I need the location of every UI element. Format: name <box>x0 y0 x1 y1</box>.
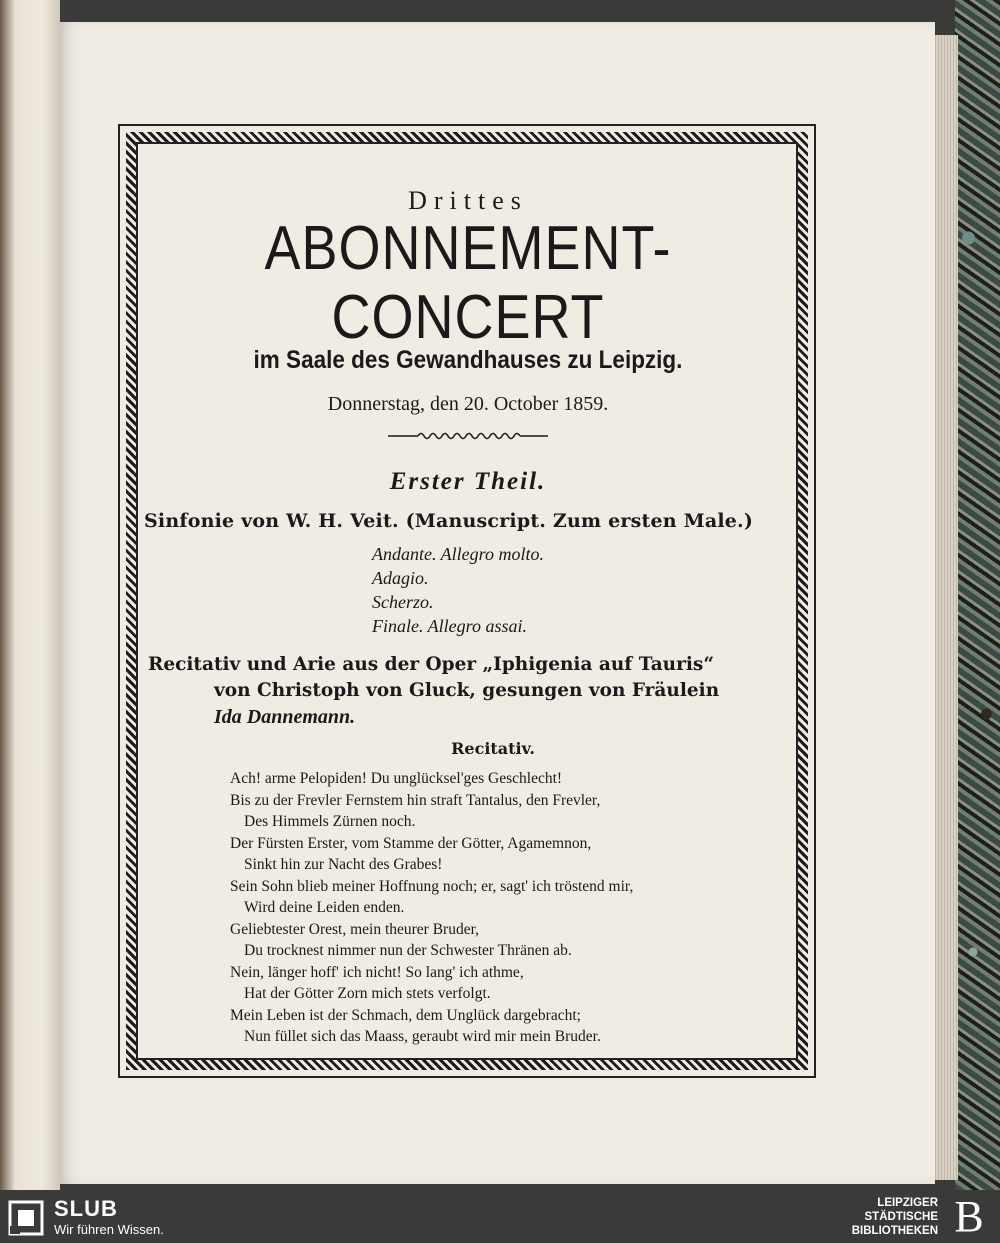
library-logo-icon[interactable]: B <box>954 1192 984 1241</box>
slub-tagline: Wir führen Wissen. <box>54 1222 164 1237</box>
part-title: Erster Theil. <box>389 468 547 495</box>
recitativ-heading <box>148 652 788 731</box>
library-name-line1: LEIPZIGER <box>877 1197 938 1209</box>
verse-line: Wird deine Leiden enden. <box>244 899 405 916</box>
movement-item: Adagio. <box>372 568 429 588</box>
verse-line: Der Fürsten Erster, vom Stamme der Götter, Agamemnon, <box>230 834 592 852</box>
page-title: ABONNEMENT-CONCERT <box>264 214 672 352</box>
library-name[interactable] <box>852 1196 938 1238</box>
verse-line: Sinkt hin zur Nacht des Grabes! <box>244 856 443 873</box>
verse-line: Bis zu der Frevler Fernstem hin straft Tantalus, den Frevler, <box>230 791 601 809</box>
verse-line: Hat der Götter Zorn mich stets verfolgt. <box>244 985 491 1002</box>
recitativ-label: Recitativ. <box>451 739 535 758</box>
slub-logo-icon[interactable] <box>6 1198 46 1238</box>
sinfonie-line: Sinfonie von W. H. Veit. (Manuscript. Zum ersten Male.) <box>144 510 754 532</box>
movement-list <box>372 542 788 638</box>
heading-small: Drittes <box>408 186 528 215</box>
verse-line: Geliebtester Orest, mein theurer Bruder, <box>230 920 480 938</box>
movement-item: Scherzo. <box>372 592 434 612</box>
book-left-page <box>0 0 60 1190</box>
library-name-line2: STÄDTISCHE <box>864 1211 938 1223</box>
verse-line: Nein, länger hoff' ich nicht! So lang' ich athme, <box>230 963 524 981</box>
verse-line: Mein Leben ist der Schmach, dem Unglück dargebracht; <box>230 1006 581 1024</box>
recitativ-heading-composer: von Christoph von Gluck, gesungen von Fräulein <box>214 680 720 701</box>
verse-line: Du trocknest nimmer nun der Schwester Thränen ab. <box>244 942 572 959</box>
program-content <box>144 180 788 1048</box>
marbled-cover-edge <box>955 0 1000 1190</box>
movement-item: Finale. Allegro assai. <box>372 616 527 636</box>
concert-date: Donnerstag, den 20. October 1859. <box>327 393 609 415</box>
venue-line: im Saale des Gewandhauses zu Leipzig. <box>253 346 683 374</box>
singer-name: Ida Dannemann. <box>214 706 356 728</box>
ornament-divider-icon <box>388 430 548 442</box>
footer-bar <box>0 1190 1000 1243</box>
slub-name[interactable]: SLUB <box>54 1196 118 1221</box>
library-name-line3: BIBLIOTHEKEN <box>851 1225 938 1237</box>
verse-line: Ach! arme Pelopiden! Du unglücksel'ges Geschlecht! <box>230 770 563 787</box>
verse-line: Nun füllet sich das Maass, geraubt wird mir mein Bruder. <box>244 1028 601 1045</box>
movement-item: Andante. Allegro molto. <box>372 544 544 564</box>
verse-line: Sein Sohn blieb meiner Hoffnung noch; er, sagt' ich tröstend mir, <box>230 877 634 895</box>
verse-list <box>230 768 788 1048</box>
recitativ-heading-line2 <box>148 678 788 731</box>
recitativ-heading-line1: Recitativ und Arie aus der Oper „Iphigenia auf Tauris“ <box>148 654 714 675</box>
verse-line: Des Himmels Zürnen noch. <box>244 813 416 830</box>
